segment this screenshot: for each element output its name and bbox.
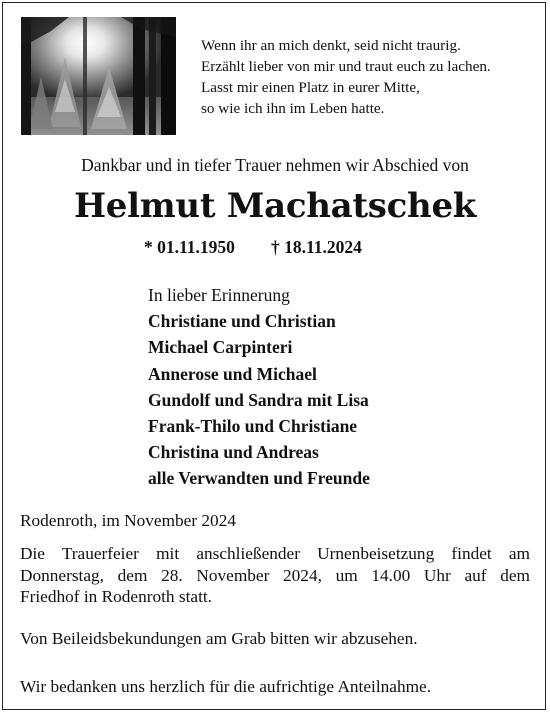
- mourner-name: Frank-Thilo und Christiane: [148, 416, 358, 437]
- poem-line: Wenn ihr an mich denkt, seid nicht traurig.: [201, 37, 461, 54]
- intro-line: Dankbar und in tiefer Trauer nehmen wir Abschied von: [81, 155, 469, 175]
- mourner-name: alle Verwandten und Freunde: [148, 468, 370, 489]
- death-date: † 18.11.2024: [271, 237, 362, 257]
- poem-line: so wie ich ihn im Leben hatte.: [201, 100, 385, 117]
- mourner-name: Annerose und Michael: [148, 363, 317, 384]
- mourner-name: Gundolf und Sandra mit Lisa: [148, 389, 369, 410]
- memorial-poem: [201, 35, 541, 119]
- mourners-label: In lieber Erinnerung: [148, 285, 290, 305]
- forest-image: [21, 17, 176, 135]
- deceased-name: Helmut Machatschek: [73, 186, 477, 226]
- mourner-name: Michael Carpinteri: [148, 337, 293, 358]
- thanks-note: Wir bedanken uns herzlich für die aufrichtige Anteilnahme.: [20, 677, 432, 696]
- birth-date: * 01.11.1950: [144, 237, 235, 257]
- forest-photo: [21, 17, 176, 135]
- mourners-list: [148, 282, 370, 492]
- mourner-name: Christina und Andreas: [148, 442, 319, 463]
- mourner-name: Christiane und Christian: [148, 311, 336, 332]
- poem-line: Lasst mir einen Platz in eurer Mitte,: [201, 79, 420, 96]
- condolence-note: Von Beileidsbekundungen am Grab bitten wir abzusehen.: [20, 629, 418, 648]
- place-date: Rodenroth, im November 2024: [20, 511, 236, 530]
- ceremony-line: Friedhof in Rodenroth statt.: [20, 587, 212, 606]
- ceremony-line: Die Trauerfeier mit anschließender Urnenbeisetzung findet am: [20, 544, 530, 563]
- poem-line: Erzählt lieber von mir und traut euch zu lachen.: [201, 58, 491, 75]
- ceremony-line: Donnerstag, dem 28. November 2024, um 14.00 Uhr auf dem: [20, 565, 530, 585]
- ceremony-info: [20, 543, 530, 608]
